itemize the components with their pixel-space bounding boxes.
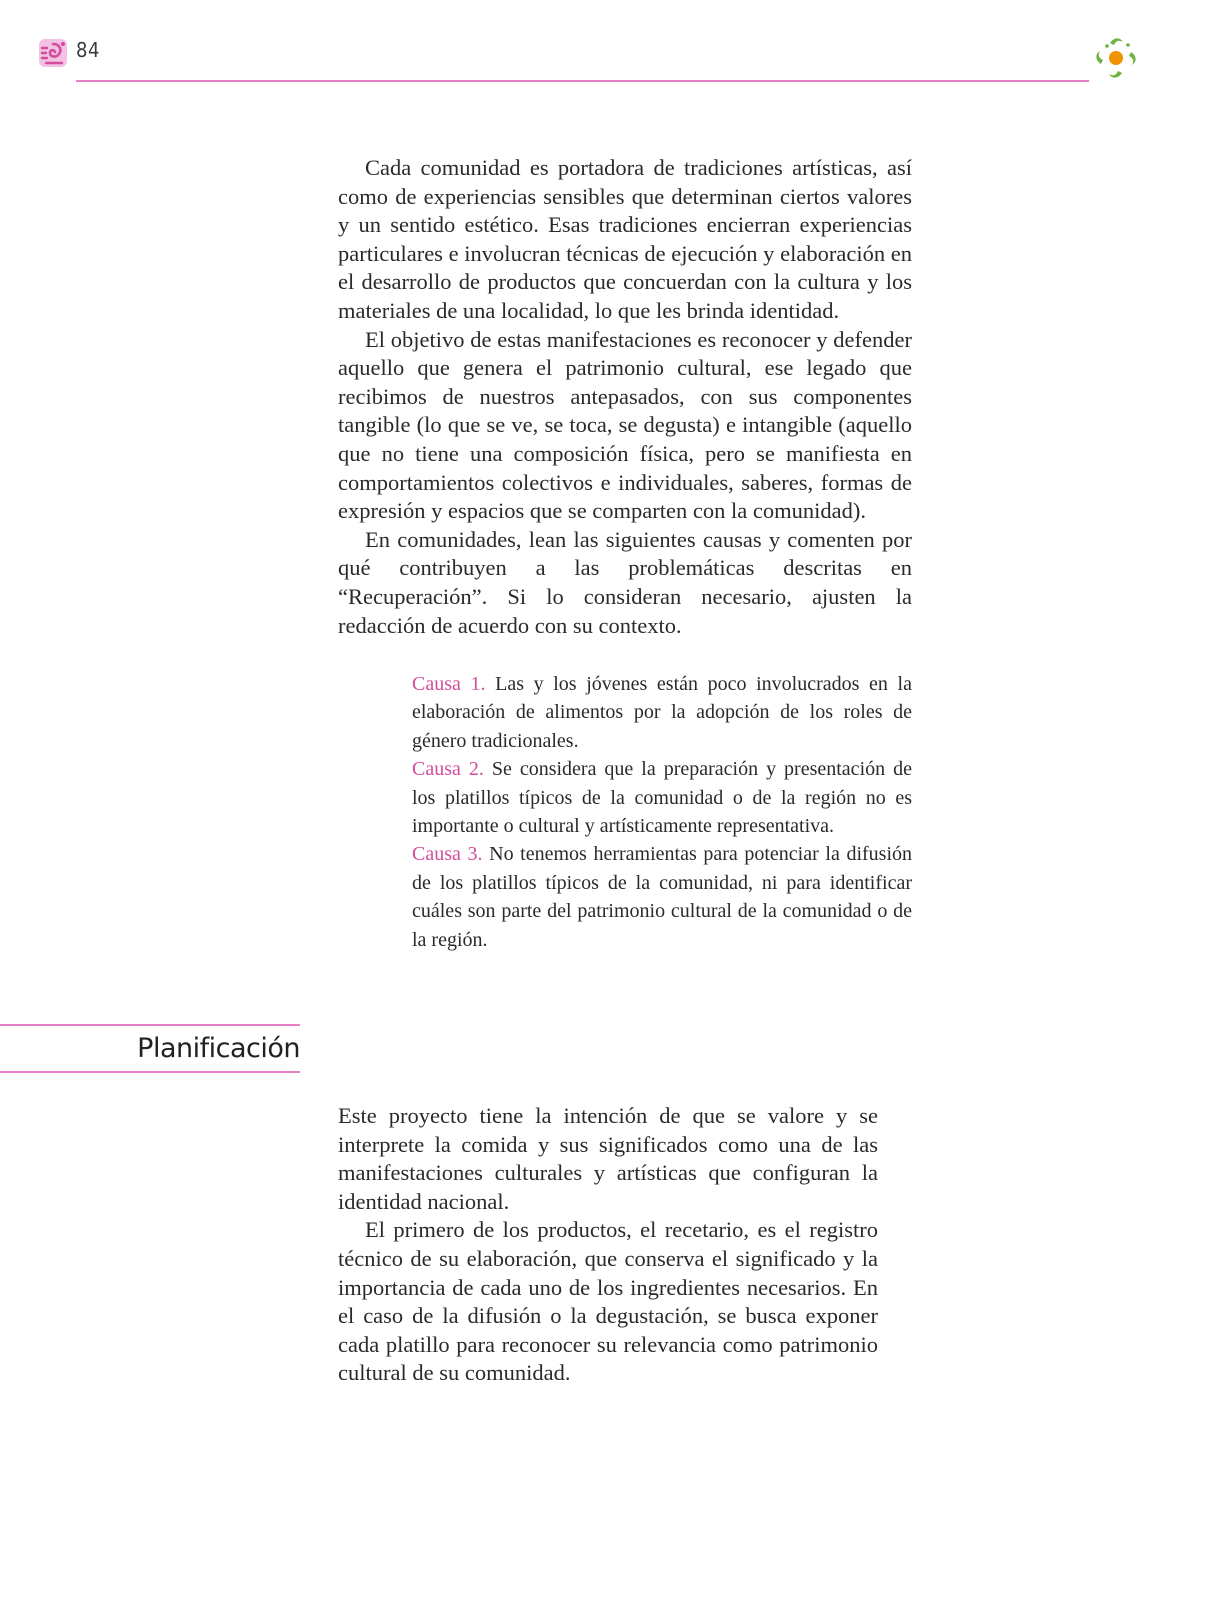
intro-paragraph-2: El objetivo de estas manifestaciones es reconocer y defender aquello que genera el patrimonio cultural, ese legado que recibimos de nuestros antepasados, con sus componentes tangible (lo que se ve, se toca, se degusta) e intangible (aquello que no tiene una composición física, pero se manifiesta en comportamientos colectivos e individuales, saberes, formas de expresión y espacios que se comparten con la comunidad). [338,326,912,524]
cause-label: Causa 1. [412,673,486,695]
intro-paragraph-1: Cada comunidad es portadora de tradiciones artísticas, así como de experiencias sensibles que determinan ciertos valores y un sentido estético. Esas tradiciones encierran experiencias particulares e involucran técnicas de ejecución y elaboración en el desarrollo de productos que concuerdan con la cultura y los materiales de una localidad, lo que les brinda identidad. [338,155,912,323]
causes-list [412,670,912,954]
cause-label: Causa 2. [412,758,484,781]
page-header [0,0,1214,90]
section-title: Planificación [137,1033,300,1064]
header-rule [76,80,1089,82]
green-orange-flower-icon [1090,32,1142,84]
planning-paragraph-1: Este proyecto tiene la intención de que se valore y se interprete la comida y sus significados como una de las manifestaciones culturales y artísticas que configuran la identidad nacional. [338,1103,878,1214]
section-heading [0,1024,300,1074]
section-rule [0,1024,300,1026]
intro-paragraph-3: En comunidades, lean las siguientes causas y comenten por qué contribuyen a las problemáticas descritas en “Recuperación”. Si lo consideran necesario, ajusten la redacción de acuerdo con su contexto. [338,526,912,638]
page-number: 84 [76,38,100,62]
cause-item [412,840,912,954]
pink-spiral-glyph-icon [38,38,68,68]
intro-text [338,154,912,640]
planning-paragraph-2: El primero de los productos, el recetario, es el registro técnico de su elaboración, que conserva el significado y la importancia de cada uno de los ingredientes necesarios. En el caso de la difusión o la degustación, se busca exponer cada platillo para reconocer su relevancia como patrimonio cultural de su comunidad. [338,1217,878,1386]
cause-text: Se considera que la preparación y presentación de los platillos típicos de la comunidad o de la región no es importante o cultural y artísticamente representativa. [412,758,912,838]
cause-label: Causa 3. [412,843,483,866]
cause-item [412,670,912,755]
cause-text: No tenemos herramientas para potenciar la difusión de los platillos típicos de la comunidad, ni para identificar cuáles son parte del patrimonio cultural de la comunidad o de la región. [412,843,912,951]
planning-text [338,1102,878,1388]
cause-text: Las y los jóvenes están poco involucrados en la elaboración de alimentos por la adopción de los roles de género tradicionales. [412,673,912,752]
section-rule [0,1071,300,1073]
cause-item [412,755,912,840]
